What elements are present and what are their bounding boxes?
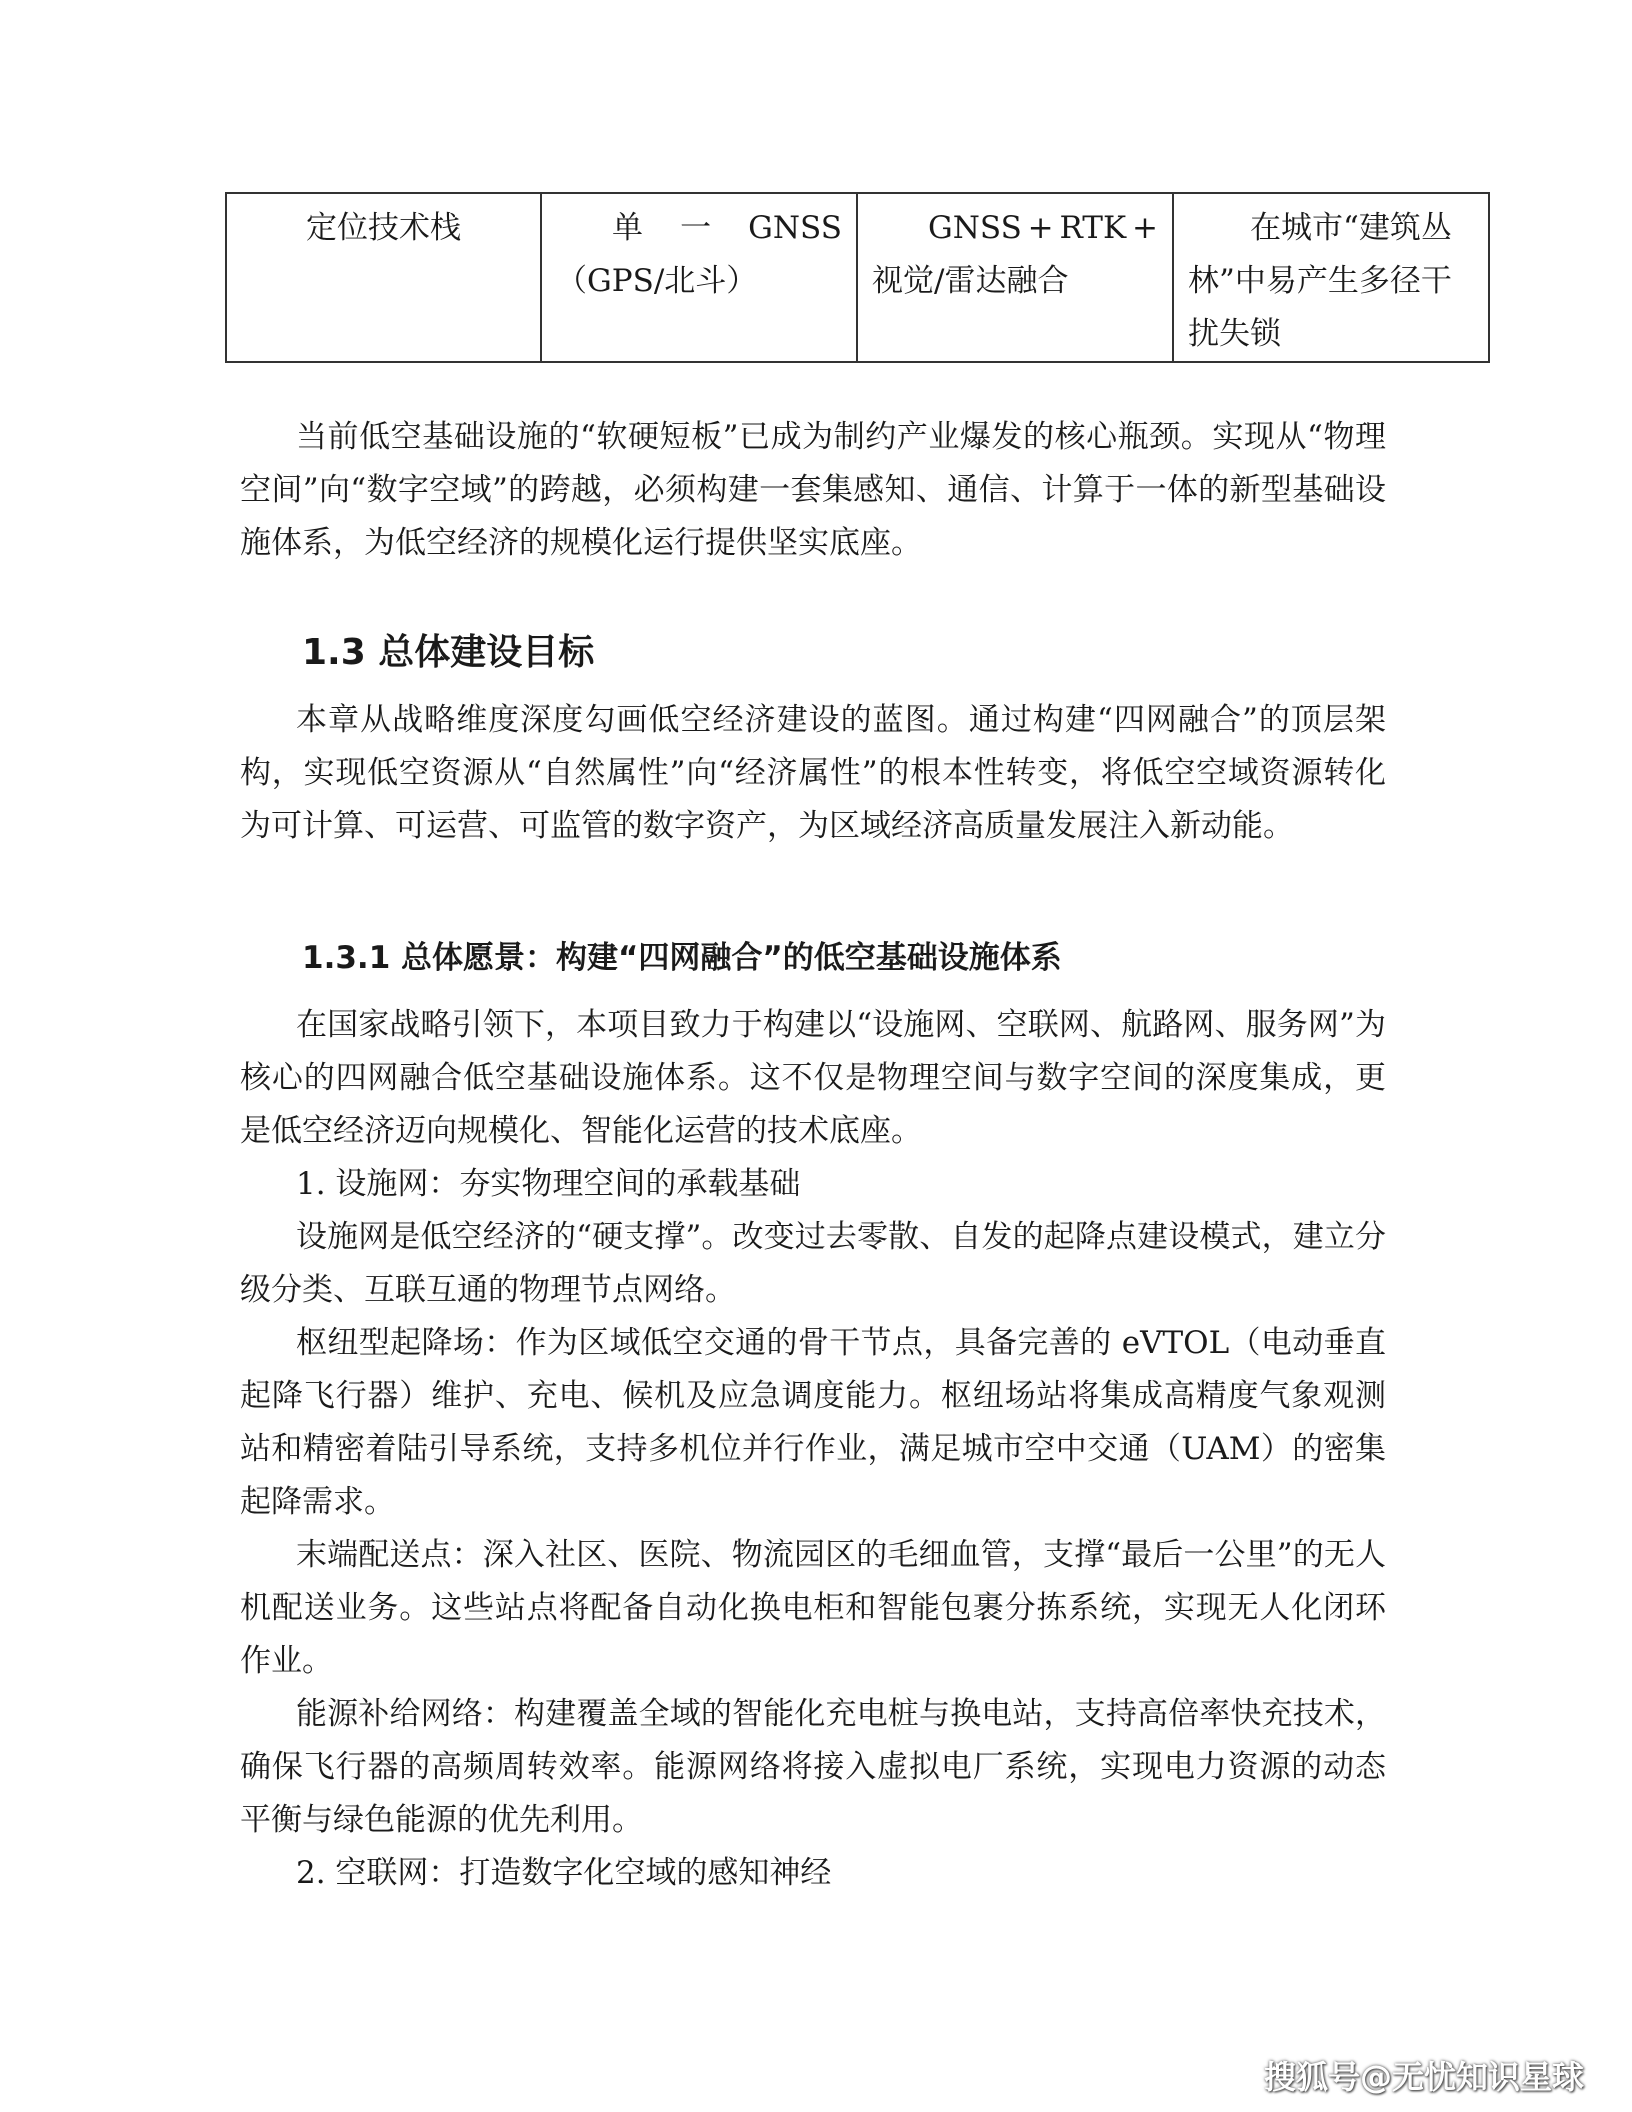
section-heading: 1.3 总体建设目标 — [302, 632, 595, 673]
paragraph-blueprint: 本章从战略维度深度勾画低空经济建设的蓝图。通过构建“四网融合”的顶层架构，实现低空资源从“自然属性”向“经济属性”的根本性转变，将低空空域资源转化为可计算、可运营、可监管的数字资产，为区域经济高质量发展注入新动能。 — [240, 702, 1386, 844]
positioning-table — [225, 192, 1490, 363]
table-cell-category: 定位技术栈 — [226, 193, 541, 362]
table-cell-current — [541, 193, 857, 362]
paragraph-energy: 能源补给网络：构建覆盖全域的智能化充电桩与换电站，支持高倍率快充技术，确保飞行器的高频周转效率。能源网络将接入虚拟电厂系统，实现电力资源的动态平衡与绿色能源的优先利用。 — [240, 1696, 1386, 1838]
cell-word: + — [1131, 210, 1158, 246]
paragraph-vision: 在国家战略引领下，本项目致力于构建以“设施网、空联网、航路网、服务网”为核心的四网融合低空基础设施体系。这不仅是物理空间与数字空间的深度集成，更是低空经济迈向规模化、智能化运营的技术底座。 — [240, 1007, 1386, 1149]
subsection-heading: 1.3.1 总体愿景：构建“四网融合”的低空基础设施体系 — [302, 940, 1062, 976]
list-item-air-network: 2. 空联网：打造数字化空域的感知神经 — [296, 1855, 832, 1891]
cell-word: + — [1027, 210, 1054, 246]
cell-line — [872, 202, 1158, 255]
cell-word: GNSS — [928, 210, 1022, 246]
paragraph-bottleneck: 当前低空基础设施的“软硬短板”已成为制约产业爆发的核心瓶颈。实现从“物理空间”向“数字空域”的跨越，必须构建一套集感知、通信、计算于一体的新型基础设施体系，为低空经济的规模化运行提供坚实底座。 — [240, 419, 1386, 561]
paragraph-delivery: 末端配送点：深入社区、医院、物流园区的毛细血管，支撑“最后一公里”的无人机配送业务。这些站点将配备自动化换电柜和智能包裹分拣系统，实现无人化闭环作业。 — [240, 1537, 1386, 1679]
cell-line — [556, 202, 842, 255]
table-cell-target — [857, 193, 1173, 362]
cell-word: RTK — [1059, 210, 1127, 246]
cell-word: 单 — [612, 210, 643, 246]
paragraph-facility: 设施网是低空经济的“硬支撑”。改变过去零散、自发的起降点建设模式，建立分级分类、互联互通的物理节点网络。 — [240, 1219, 1386, 1308]
cell-word: GNSS — [748, 210, 842, 246]
cell-word: 一 — [680, 210, 712, 246]
cell-line: 视觉/雷达融合 — [872, 263, 1069, 299]
table-row — [226, 193, 1489, 362]
list-item-facility-network: 1. 设施网：夯实物理空间的承载基础 — [296, 1166, 801, 1202]
table-cell-issue: 在城市“建筑丛林”中易产生多径干扰失锁 — [1173, 193, 1489, 362]
paragraph-hub: 枢纽型起降场：作为区域低空交通的骨干节点，具备完善的 eVTOL（电动垂直起降飞行器）维护、充电、候机及应急调度能力。枢纽场站将集成高精度气象观测站和精密着陆引导系统，支持多机位并行作业，满足城市空中交通（UAM）的密集起降需求。 — [240, 1325, 1386, 1520]
cell-line: （GPS/北斗） — [556, 263, 758, 299]
watermark: 搜狐号@无忧知识星球 — [1263, 2058, 1584, 2096]
